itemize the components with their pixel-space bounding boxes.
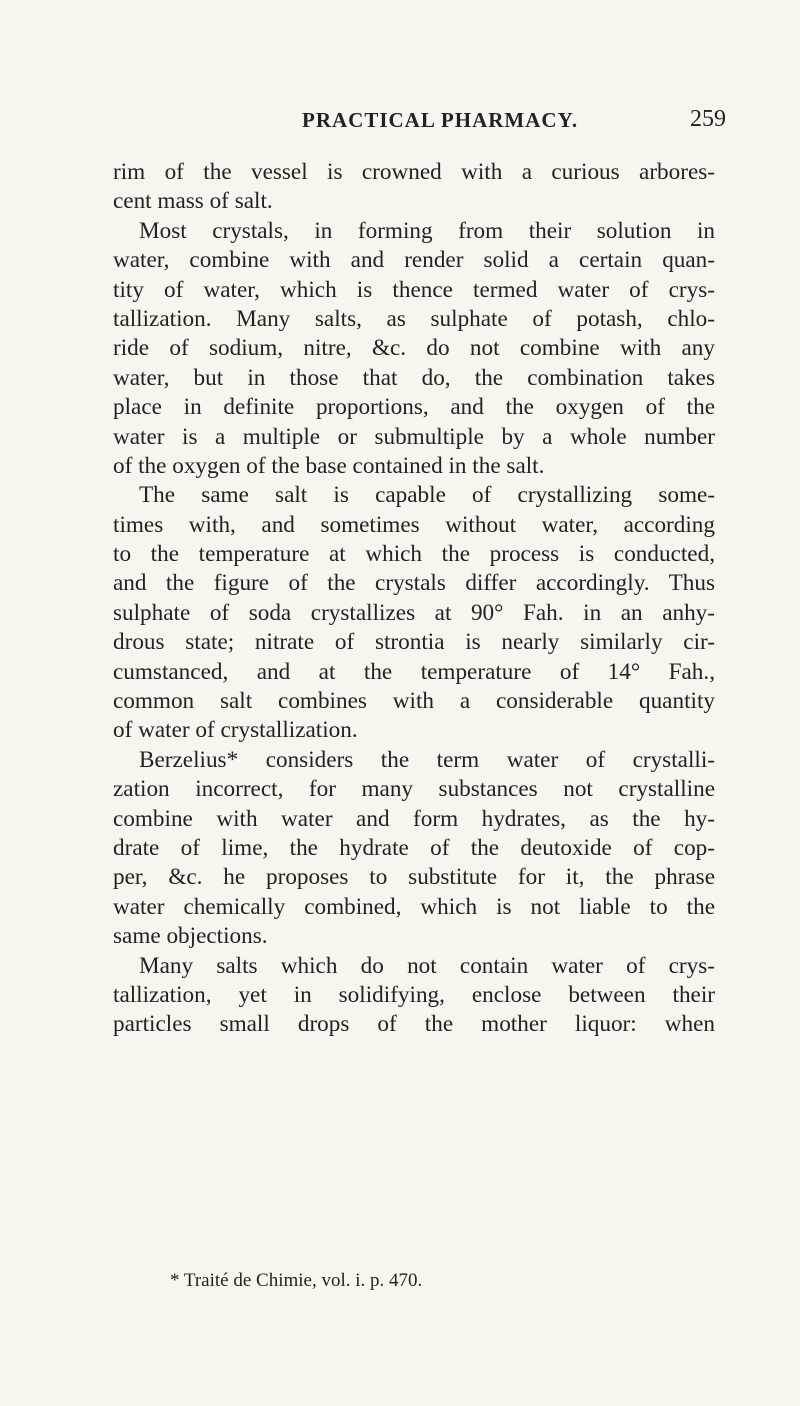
text-line: and the figure of the crystals differ accordingly. Thus bbox=[113, 570, 715, 597]
text-line: to the temperature at which the process is conducted, bbox=[113, 541, 715, 568]
text-line: same objections. bbox=[113, 923, 268, 950]
text-line: per, &c. he proposes to substitute for it, the phrase bbox=[113, 864, 715, 891]
text-line: of the oxygen of the base contained in the salt. bbox=[113, 452, 545, 479]
text-line: Berzelius* considers the term water of crystalli- bbox=[139, 746, 715, 773]
footnote: * Traité de Chimie, vol. i. p. 470. bbox=[170, 1270, 423, 1291]
text-line: place in definite proportions, and the oxygen of the bbox=[113, 394, 715, 421]
page-header bbox=[0, 108, 800, 138]
text-line: cumstanced, and at the temperature of 14° Fah., bbox=[113, 658, 715, 685]
text-line: Most crystals, in forming from their solution in bbox=[139, 217, 715, 244]
text-line: cent mass of salt. bbox=[113, 188, 273, 215]
text-line: of water of crystallization. bbox=[113, 717, 358, 744]
text-line: particles small drops of the mother liquor: when bbox=[113, 1011, 715, 1038]
text-line: The same salt is capable of crystallizing some- bbox=[139, 482, 715, 509]
text-line: water chemically combined, which is not liable to the bbox=[113, 893, 715, 920]
text-line: zation incorrect, for many substances not crystalline bbox=[113, 776, 715, 803]
text-line: times with, and sometimes without water, according bbox=[113, 511, 715, 538]
text-line: common salt combines with a considerable quantity bbox=[113, 688, 715, 715]
text-line: tity of water, which is thence termed water of crys- bbox=[113, 276, 715, 303]
text-line: ride of sodium, nitre, &c. do not combine with any bbox=[113, 335, 715, 362]
text-line: water, but in those that do, the combination takes bbox=[113, 364, 715, 391]
text-line: drate of lime, the hydrate of the deutoxide of cop- bbox=[113, 834, 715, 861]
text-line: combine with water and form hydrates, as the hy- bbox=[113, 805, 715, 832]
body-text bbox=[113, 158, 715, 1040]
text-line: tallization, yet in solidifying, enclose between their bbox=[113, 981, 715, 1008]
text-line: sulphate of soda crystallizes at 90° Fah. in an anhy- bbox=[113, 599, 715, 626]
text-line: rim of the vessel is crowned with a curious arbores- bbox=[113, 159, 715, 185]
text-line: Many salts which do not contain water of crys- bbox=[139, 952, 715, 979]
text-line: water is a multiple or submultiple by a whole number bbox=[113, 423, 715, 450]
running-head: PRACTICAL PHARMACY. bbox=[302, 108, 579, 132]
text-line: water, combine with and render solid a certain quan- bbox=[113, 247, 715, 274]
text-line: tallization. Many salts, as sulphate of potash, chlo- bbox=[113, 305, 715, 332]
text-line: drous state; nitrate of strontia is nearly similarly cir- bbox=[113, 629, 715, 656]
page-number: 259 bbox=[690, 106, 726, 132]
